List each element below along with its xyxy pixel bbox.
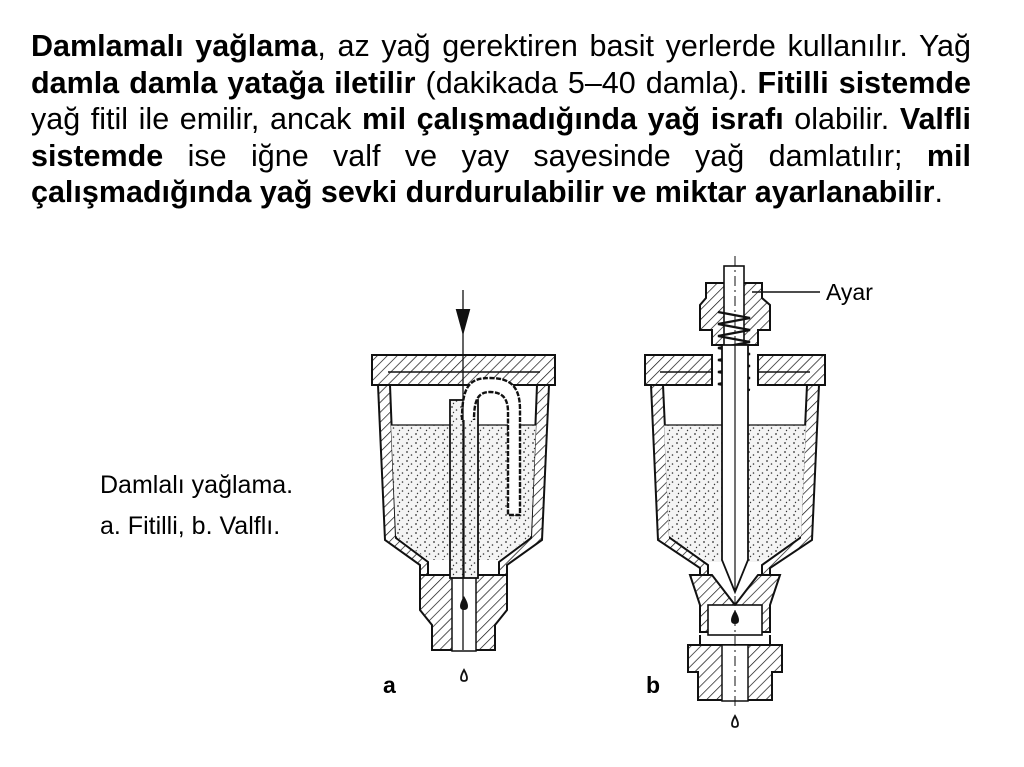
paragraph-text: (dakikada 5–40 damla). <box>415 65 758 100</box>
oil-drop-a <box>461 670 467 681</box>
paragraph-text: ise iğne valf ve yay sayesinde yağ damlatılır; <box>163 138 927 173</box>
wick-lubricator-a <box>372 290 555 681</box>
paragraph-bold-phrase: Valfli sistemde <box>31 102 972 173</box>
paragraph-bold-phrase: Damlamalı yağlama <box>31 29 318 63</box>
figure-caption-title: Damlalı yağlama. <box>100 471 294 499</box>
figure-label-b: b <box>646 672 661 698</box>
figure-label-a: a <box>383 672 396 698</box>
figure-caption-subtitle: a. Fitilli, b. Valflı. <box>100 512 281 540</box>
needle-valve-lubricator-b <box>645 256 825 727</box>
paragraph-bold-phrase: Fitilli sistemde <box>757 65 971 100</box>
paragraph-bold-phrase: mil çalışmadığında yağ sevki durdurulabilir ve miktar ayarlanabilir <box>31 138 971 209</box>
adjust-label: Ayar <box>826 279 873 305</box>
paragraph-text: . <box>934 175 943 209</box>
paragraph-text: , az yağ gerektiren basit yerlerde kullanılır. Yağ <box>317 29 971 63</box>
paragraph-bold-phrase: damla damla yatağa iletilir <box>31 65 416 100</box>
cup-b-lid <box>645 355 712 385</box>
paragraph-bold-phrase: mil çalışmadığında yağ israfı <box>362 102 784 136</box>
oil-drop-b <box>732 716 738 727</box>
paragraph-text: yağ fitil ile emilir, ancak <box>31 102 362 136</box>
paragraph-text: olabilir. <box>783 102 900 136</box>
